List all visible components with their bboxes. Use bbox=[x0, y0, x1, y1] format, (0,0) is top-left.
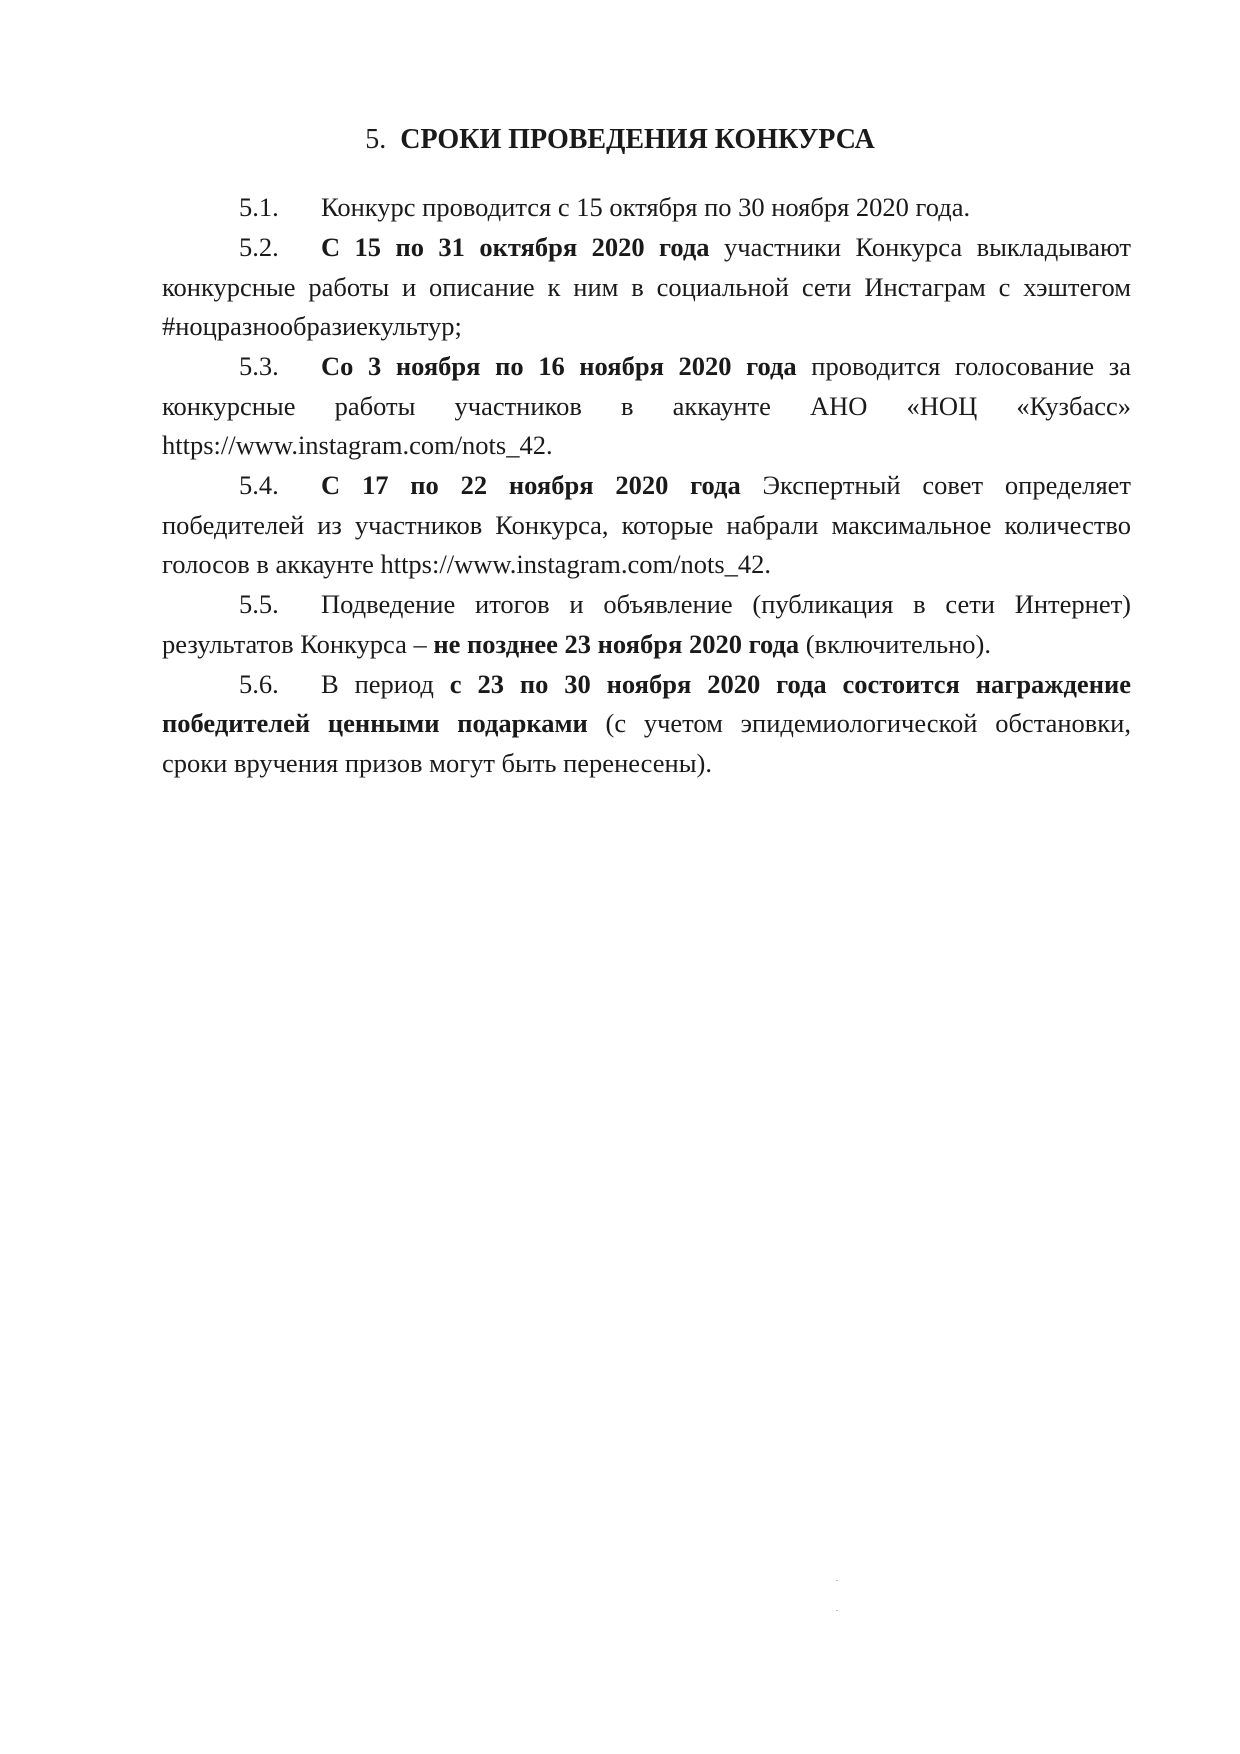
paragraph-5-1 bbox=[162, 188, 1131, 228]
section-heading bbox=[0, 122, 1240, 158]
paragraph-text: Конкурс проводится с 15 октября по 30 ноября 2020 года. bbox=[321, 192, 971, 222]
paragraph-text-after: (включительно). bbox=[799, 628, 992, 659]
paragraph-5-3 bbox=[162, 347, 1131, 466]
paragraph-text: проводится голосование за конкурсные работы участников в аккаунте АНО «НОЦ «Кузбасс» https://www.instagram.com/nots_42. bbox=[162, 351, 1131, 460]
paragraph-text-before: В период bbox=[321, 668, 450, 699]
section-number: 5. bbox=[365, 124, 387, 155]
paragraph-number: 5.1. bbox=[239, 192, 279, 222]
paragraph-bold-text: С 17 по 22 ноября 2020 года bbox=[321, 470, 741, 500]
paragraph-text: участники Конкурса выкладывают конкурсные работы и описание к ним в социальной сети Инстаграм с хэштегом #ноцразнообразиекультур; bbox=[162, 232, 1131, 341]
scan-speck bbox=[836, 1610, 838, 1611]
paragraph-number: 5.4. bbox=[239, 470, 279, 500]
paragraph-5-6 bbox=[162, 665, 1131, 784]
paragraph-text-before: Подведение итогов и объявление (публикация в сети Интернет) результатов Конкурса – bbox=[162, 589, 1131, 659]
paragraph-bold-text: Со 3 ноября по 16 ноября 2020 года bbox=[321, 351, 797, 381]
paragraph-5-5 bbox=[162, 585, 1131, 664]
paragraph-number: 5.3. bbox=[239, 351, 279, 381]
paragraph-number: 5.2. bbox=[239, 232, 279, 262]
paragraph-bold-text: не позднее 23 ноября 2020 года bbox=[433, 628, 800, 659]
scan-speck bbox=[836, 1580, 838, 1581]
section-body bbox=[162, 188, 1131, 784]
paragraph-number: 5.6. bbox=[239, 668, 279, 699]
paragraph-bold-text: с 23 по 30 ноября 2020 года состоится награждение победителей ценными подарками bbox=[162, 668, 1131, 738]
paragraph-text: Экспертный совет определяет победителей из участников Конкурса, которые набрали максимальное количество голосов в аккаунте https://www.instagram.com/nots_42. bbox=[162, 470, 1131, 579]
section-title: СРОКИ ПРОВЕДЕНИЯ КОНКУРСА bbox=[400, 124, 875, 155]
paragraph-bold-text: С 15 по 31 октября 2020 года bbox=[321, 232, 710, 262]
paragraph-number: 5.5. bbox=[239, 589, 279, 619]
paragraph-5-2 bbox=[162, 228, 1131, 347]
paragraph-5-4 bbox=[162, 466, 1131, 585]
paragraph-text-after: (с учетом эпидемиологической обстановки, сроки вручения призов могут быть перенесены). bbox=[162, 708, 1131, 778]
